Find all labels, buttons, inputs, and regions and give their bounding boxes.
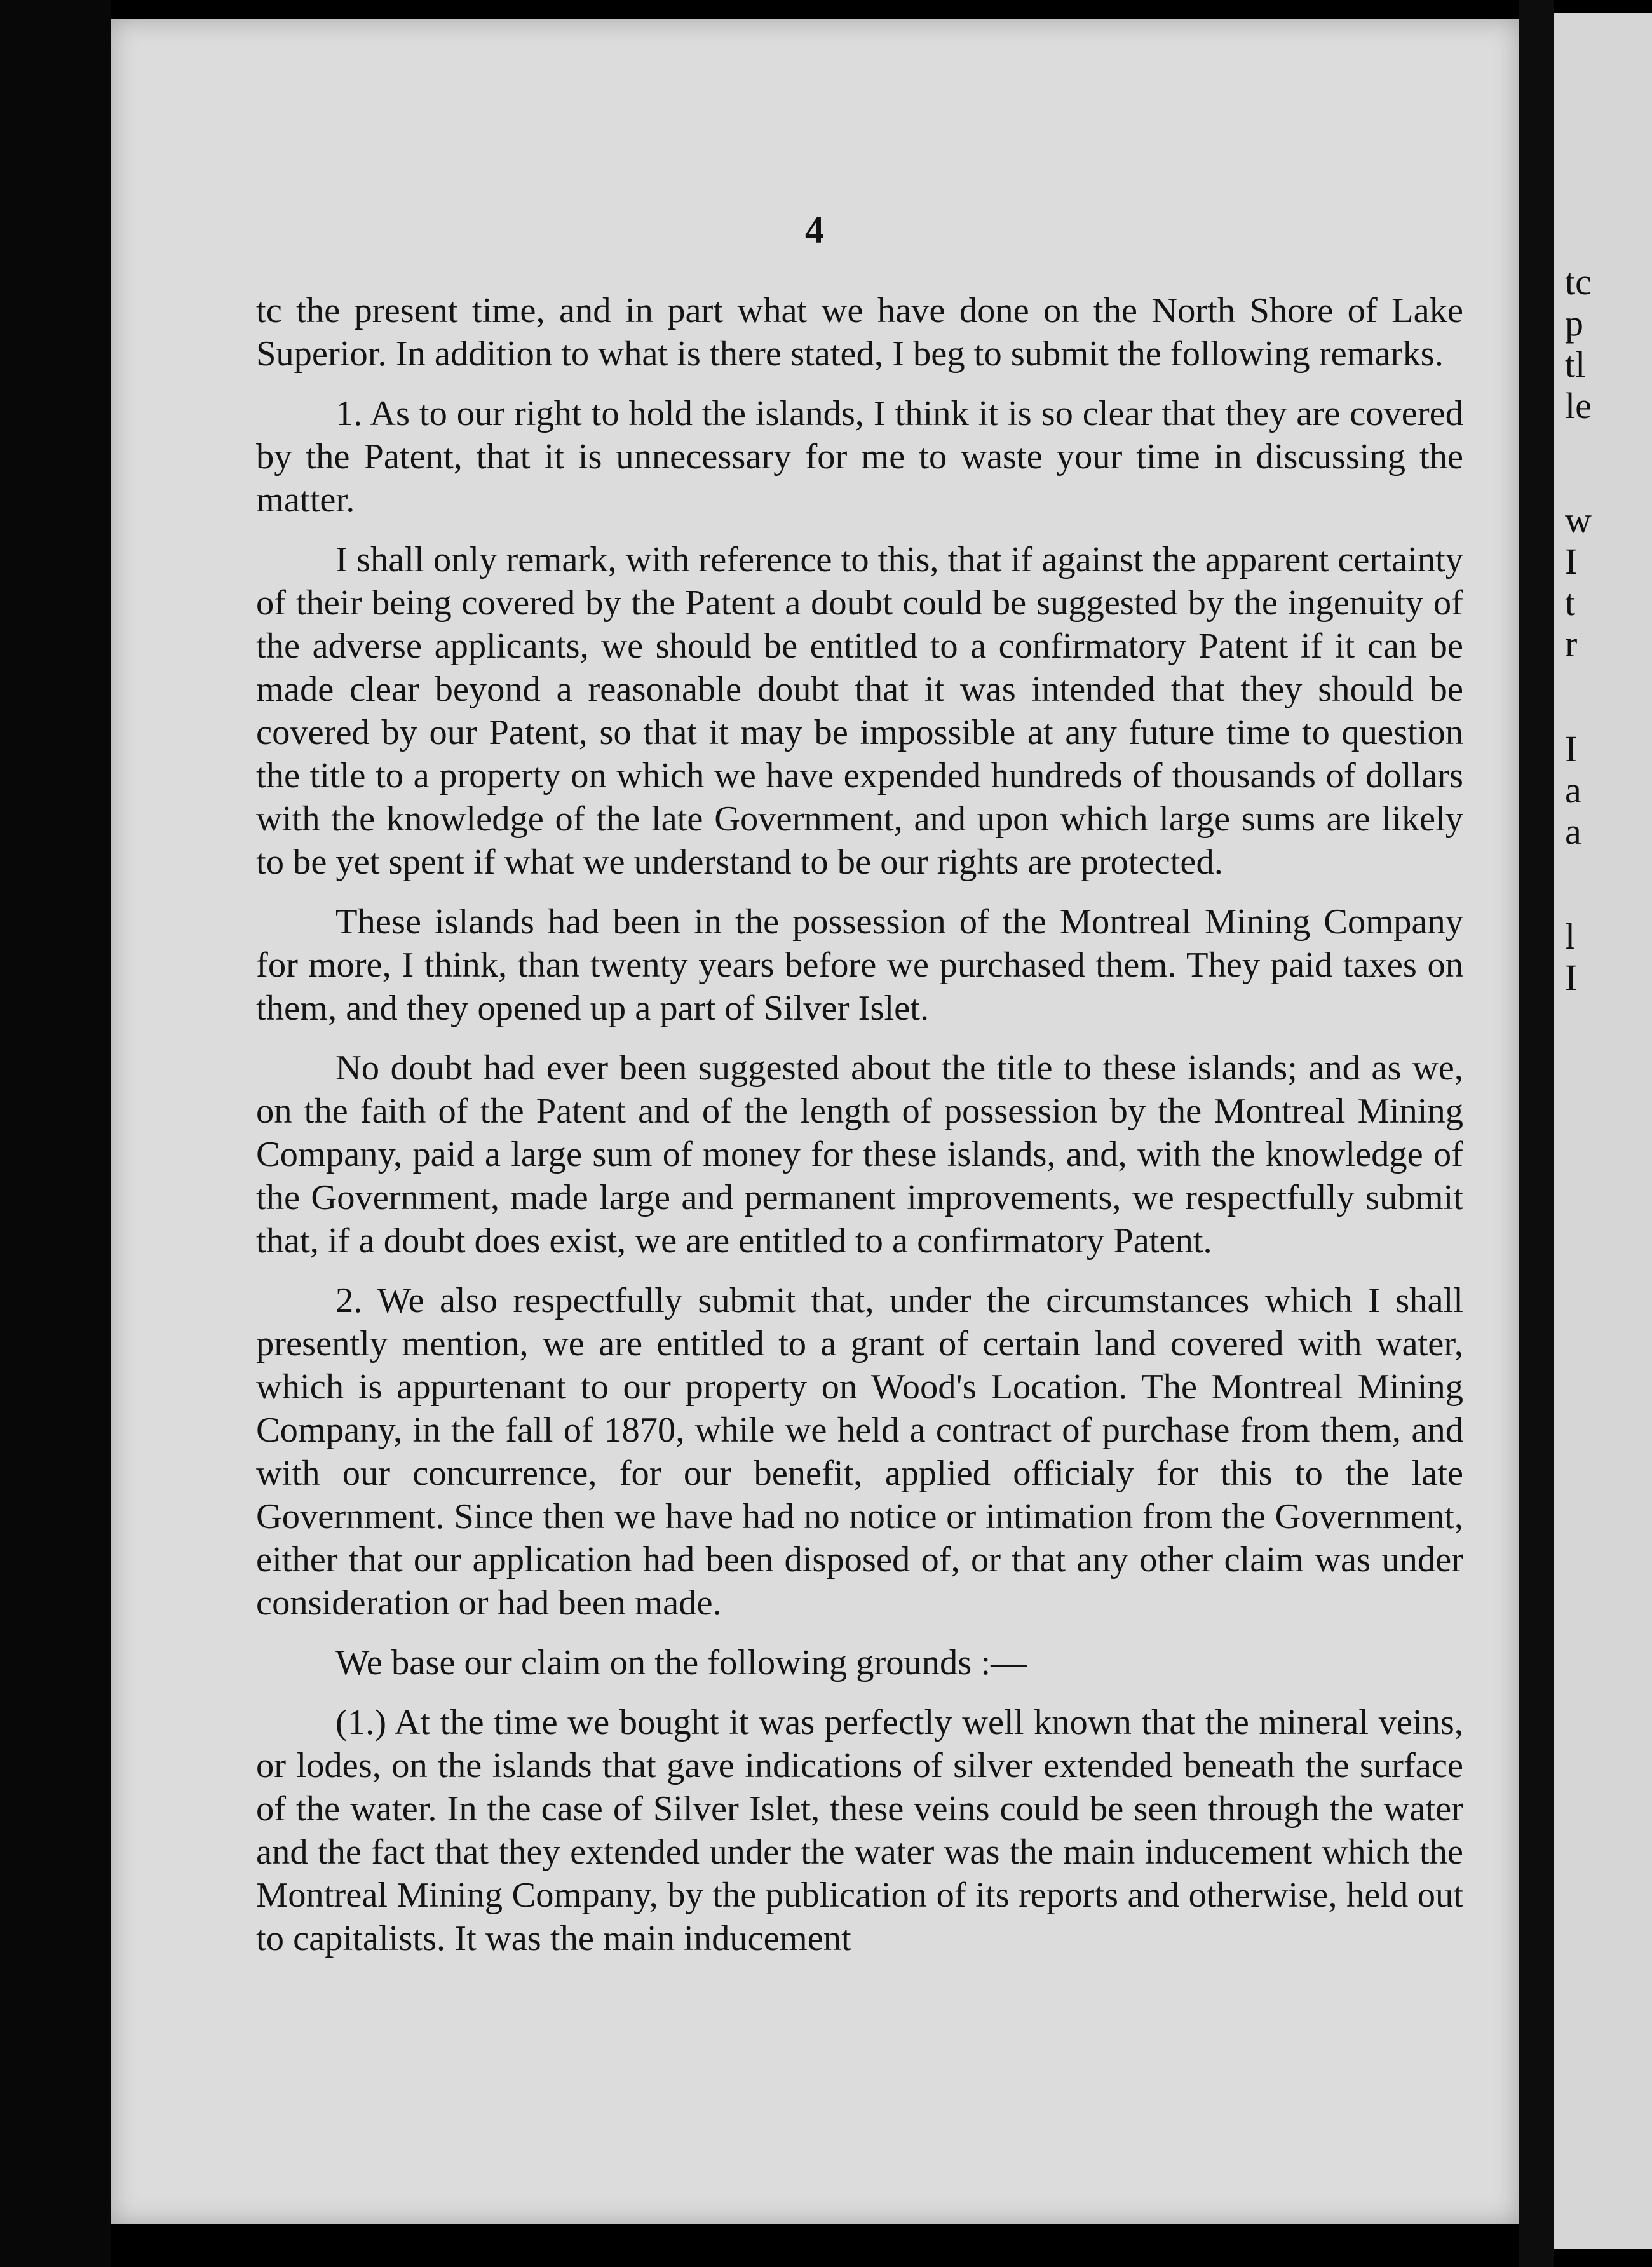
- adjacent-page-fragment: I: [1565, 728, 1578, 769]
- paragraph-land-grant: 2. We also respectfully submit that, under the circumstances which I shall presently mention, we are entitled to a grant of certain land covered with water, which is appurtenant to our property on Wood's Location. The Montreal Mining Company, in the fall of 1870, while we held a contract of purchase from them, and with our concurrence, for our benefit, applied officialy for this to the late Government. Since then we have had no notice or intimation from the Government, either that our application had been disposed of, or that any other claim was under consideration or had been made.: [256, 1281, 1463, 1623]
- adjacent-page-fragment: a: [1565, 811, 1581, 852]
- page-number: 4: [805, 209, 825, 251]
- paragraph-ground-one: (1.) At the time we bought it was perfectly well known that the mineral veins, or lodes, on the islands that gave indications of silver extended beneath the surface of the water. In the case of Silver Islet, these veins could be seen through the water and the fact that they extended under the water was the main inducement which the Montreal Mining Company, by the publication of its reports and otherwise, held out to capitalists. It was the main inducement: [256, 1703, 1463, 1958]
- left-scan-margin: [0, 0, 111, 2267]
- adjacent-page-fragment: le: [1565, 385, 1592, 426]
- paragraph-montreal-possession: These islands had been in the possession of the Montreal Mining Company for more, I think, than twenty years before we purchased them. They paid taxes on them, and they opened up a part of Silver Islet.: [256, 902, 1463, 1028]
- adjacent-page-fragment: w: [1565, 499, 1592, 541]
- adjacent-page-fragment: a: [1565, 769, 1581, 811]
- adjacent-page-fragment: t: [1565, 582, 1576, 623]
- adjacent-page-fragment: r: [1565, 623, 1578, 665]
- book-binding-gutter: [1519, 0, 1554, 2267]
- document-page: [111, 19, 1519, 2224]
- page-body: [256, 289, 1463, 1977]
- paragraph-title-doubt: No doubt had ever been suggested about the title to these islands; and as we, on the faith of the Patent and of the length of possession by the Montreal Mining Company, paid a large sum of money for these islands, and, with the knowledge of the Government, made large and permanent improvements, we respectfully submit that, if a doubt does exist, we are entitled to a confirmatory Patent.: [256, 1048, 1463, 1261]
- adjacent-page-fragment: I: [1565, 957, 1578, 998]
- adjacent-page-fragment: I: [1565, 541, 1578, 582]
- adjacent-page-edge: [1554, 13, 1652, 2249]
- adjacent-page-fragment: l: [1565, 916, 1576, 957]
- paragraph-islands-right: 1. As to our right to hold the islands, I think it is so clear that they are covered by the Patent, that it is unnecessary for me to waste your time in discussing the matter.: [256, 394, 1463, 520]
- adjacent-page-fragment: p: [1565, 302, 1583, 344]
- adjacent-page-fragment: tc: [1565, 261, 1592, 302]
- paragraph-grounds-intro: We base our claim on the following grounds :—: [335, 1643, 1027, 1682]
- paragraph-continuation: tc the present time, and in part what we have done on the North Shore of Lake Superior. In addition to what is there stated, I beg to submit the following remarks.: [256, 291, 1463, 374]
- adjacent-page-fragment: tl: [1565, 344, 1586, 385]
- paragraph-confirmatory-patent: I shall only remark, with reference to this, that if against the apparent certainty of their being covered by the Patent a doubt could be suggested by the ingenuity of the adverse applicants, we should be entitled to a confirmatory Patent if it can be made clear beyond a reasonable doubt that it was intended that they should be covered by our Patent, so that it may be impossible at any future time to question the title to a property on which we have expended hundreds of thousands of dollars with the knowledge of the late Government, and upon which large sums are likely to be yet spent if what we understand to be our rights are protected.: [256, 540, 1463, 882]
